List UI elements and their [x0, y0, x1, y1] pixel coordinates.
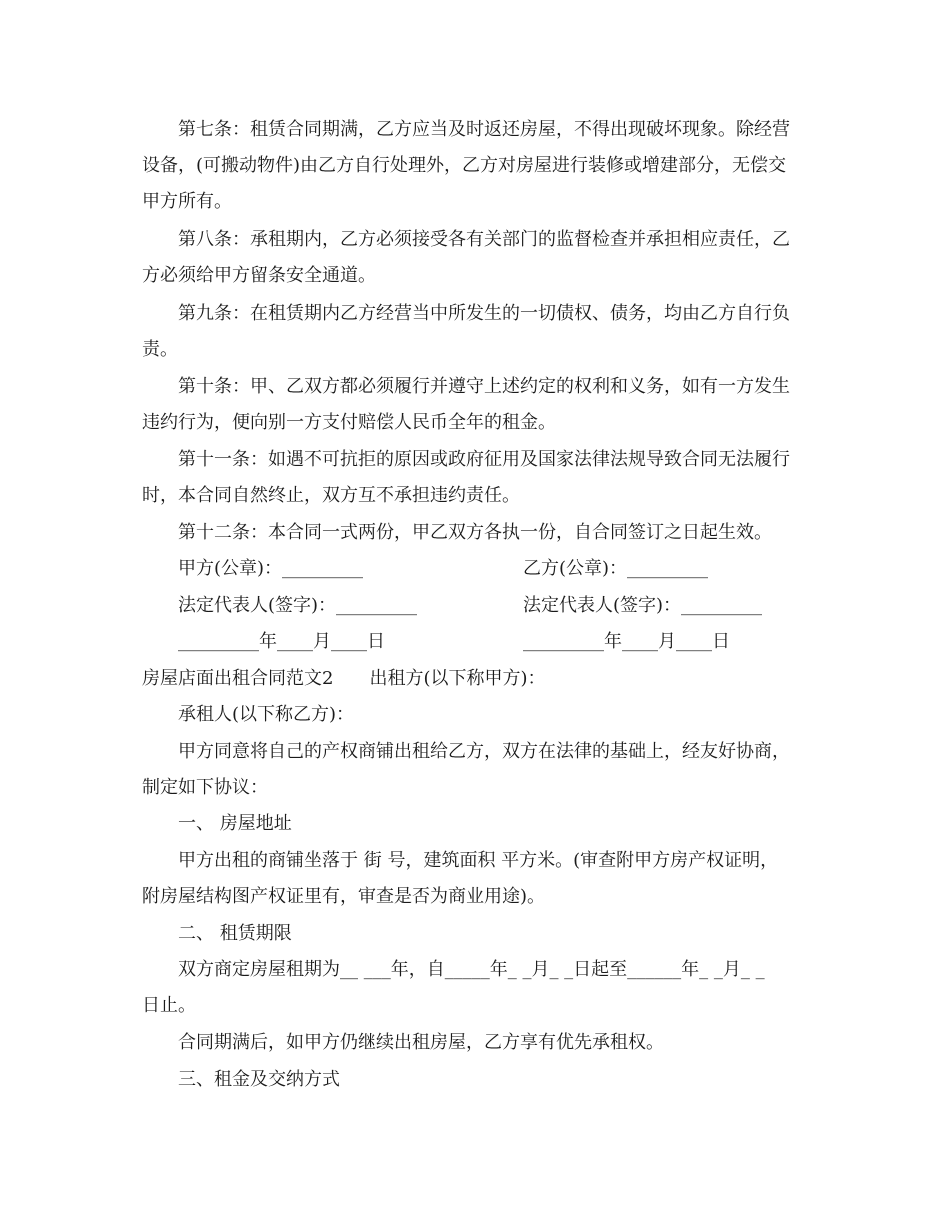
party-b-representative: 法定代表人(签字)：_________	[523, 595, 763, 616]
party-b-seal: 乙方(公章)：_________	[523, 558, 709, 579]
clause-7-line-3: 甲方所有。	[142, 191, 232, 212]
clause-9-line-2: 责。	[142, 339, 178, 360]
address-line-2: 附房屋结构图产权证里有，审查是否为商业用途)。	[142, 886, 546, 907]
party-a-representative: 法定代表人(签字)：_________	[178, 595, 418, 616]
agreement-intro-line-1: 甲方同意将自己的产权商铺出租给乙方，双方在法律的基础上，经友好协商，	[178, 741, 790, 762]
heading-term: 二、 租赁期限	[178, 923, 292, 944]
agreement-intro-line-2: 制定如下协议：	[142, 777, 268, 798]
clause-7-line-2: 设备，(可搬动物件)由乙方自行处理外，乙方对房屋进行装修或增建部分，无偿交	[142, 155, 787, 176]
address-line-1: 甲方出租的商铺坐落于 街 号，建筑面积 平方米。(审查附甲方房产权证明，	[178, 850, 779, 871]
heading-rent: 三、租金及交纳方式	[178, 1069, 340, 1090]
clause-7-line-1: 第七条：租赁合同期满，乙方应当及时返还房屋，不得出现破坏现象。除经营	[178, 119, 790, 140]
clause-8-line-2: 方必须给甲方留条安全通道。	[142, 265, 376, 286]
clause-11-line-1: 第十一条：如遇不可抗拒的原因或政府征用及国家法律法规导致合同无法履行	[178, 449, 790, 470]
term-line-2: 日止。	[142, 995, 196, 1016]
term-line-1: 双方商定房屋租期为__ ___年，自_____年_ _月_ _日起至______年_ _月_ _	[178, 959, 765, 980]
party-a-seal: 甲方(公章)：_________	[178, 558, 364, 579]
party-a-date: _________年____月____日	[178, 631, 385, 652]
clause-10-line-2: 违约行为，便向别一方支付赔偿人民币全年的租金。	[142, 412, 556, 433]
clause-12-line-1: 第十二条：本合同一式两份，甲乙双方各执一份，自合同签订之日起生效。	[178, 522, 772, 543]
lessee-line: 承租人(以下称乙方)：	[178, 704, 355, 725]
clause-8-line-1: 第八条：承租期内，乙方必须接受各有关部门的监督检查并承担相应责任，乙	[178, 229, 790, 250]
heading-address: 一、 房屋地址	[178, 813, 292, 834]
clause-9-line-1: 第九条：在租赁期内乙方经营当中所发生的一切债权、债务，均由乙方自行负	[178, 303, 790, 324]
party-b-date: _________年____月____日	[523, 631, 730, 652]
renewal-line: 合同期满后，如甲方仍继续出租房屋，乙方享有优先承租权。	[178, 1032, 664, 1053]
clause-11-line-2: 时，本合同自然终止，双方互不承担违约责任。	[142, 485, 520, 506]
clause-10-line-1: 第十条：甲、乙双方都必须履行并遵守上述约定的权利和义务，如有一方发生	[178, 376, 790, 397]
section-2-heading: 房屋店面出租合同范文2 出租方(以下称甲方)：	[142, 668, 546, 689]
